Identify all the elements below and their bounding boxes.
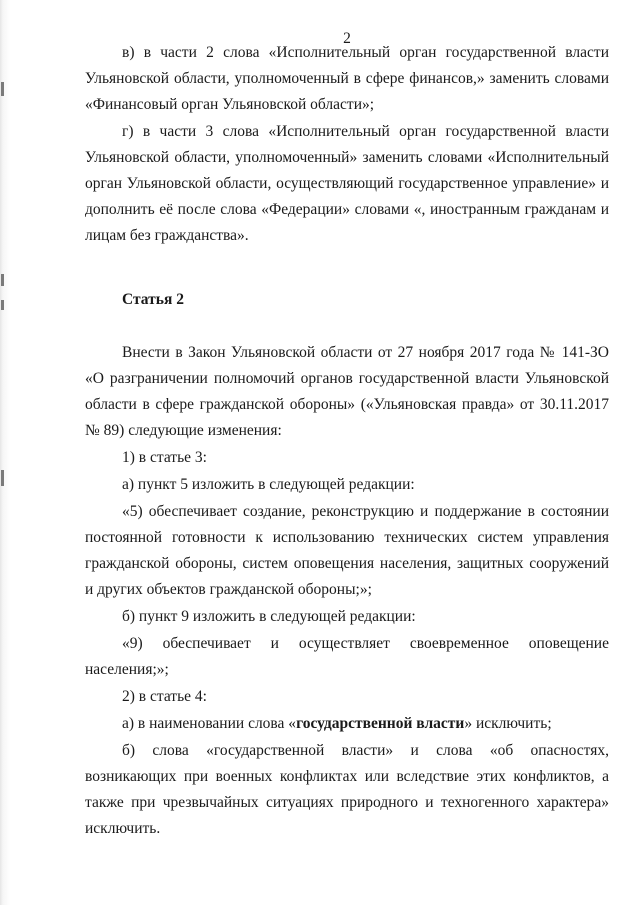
item-2: 2) в статье 4:	[122, 688, 207, 705]
spacer	[85, 249, 609, 287]
item-2b: б) слова «государственной власти» и слова «об опасностях, возникающих при военных конфликтах или вследствие этих конфликтов, а также при чрезвычайных ситуациях природного и техногенного характера» исключить.	[85, 742, 609, 837]
scan-mark	[1, 470, 4, 486]
scan-mark	[1, 300, 4, 310]
item-2a-bold: государственной власти	[296, 715, 465, 732]
paragraph-v: в) в части 2 слова «Исполнительный орган государственной власти Ульяновской области, уполномоченный в сфере финансов,» заменить словами «Финансовый орган Ульяновской области»;	[85, 44, 609, 113]
article-heading: Статья 2	[122, 291, 184, 308]
item-1a: а) пункт 5 изложить в следующей редакции:	[122, 476, 415, 493]
item-1a-text: «5) обеспечивает создание, реконструкцию и поддержание в состоянии постоянной готовности к использованию технических систем управления гражданской обороны, систем оповещения населения, защитных сооружений и других объектов гражданской обороны;»;	[85, 503, 609, 598]
article-intro: Внести в Закон Ульяновской области от 27 ноября 2017 года № 141-ЗО «О разграничении полномочий органов государственной власти Ульяновской области в сфере гражданской обороны» («Ульяновская правда» от 30.11.2017 № 89) следующие изменения:	[85, 344, 609, 439]
item-1: 1) в статье 3:	[122, 449, 207, 466]
scan-mark	[1, 82, 4, 96]
item-2a	[85, 711, 609, 737]
page-number: 2	[343, 30, 351, 47]
item-1b-text: «9) обеспечивает и осуществляет своевременное оповещение населения;»;	[85, 635, 609, 678]
item-1b: б) пункт 9 изложить в следующей редакции:	[122, 608, 416, 625]
spacer	[85, 313, 609, 340]
scan-edge-shadow	[0, 0, 10, 905]
paragraph-g: г) в части 3 слова «Исполнительный орган государственной власти Ульяновской области, уполномоченный» заменить словами «Исполнительный орган Ульяновской области, осуществляющий государственное управление» и дополнить её после слова «Федерации» словами «, иностранным гражданам и лицам без гражданства».	[85, 123, 609, 244]
item-2a-before: а) в наименовании слова «	[122, 715, 297, 732]
document-body	[85, 40, 609, 842]
item-2a-after: » исключить;	[464, 715, 552, 732]
scan-mark	[1, 274, 4, 286]
